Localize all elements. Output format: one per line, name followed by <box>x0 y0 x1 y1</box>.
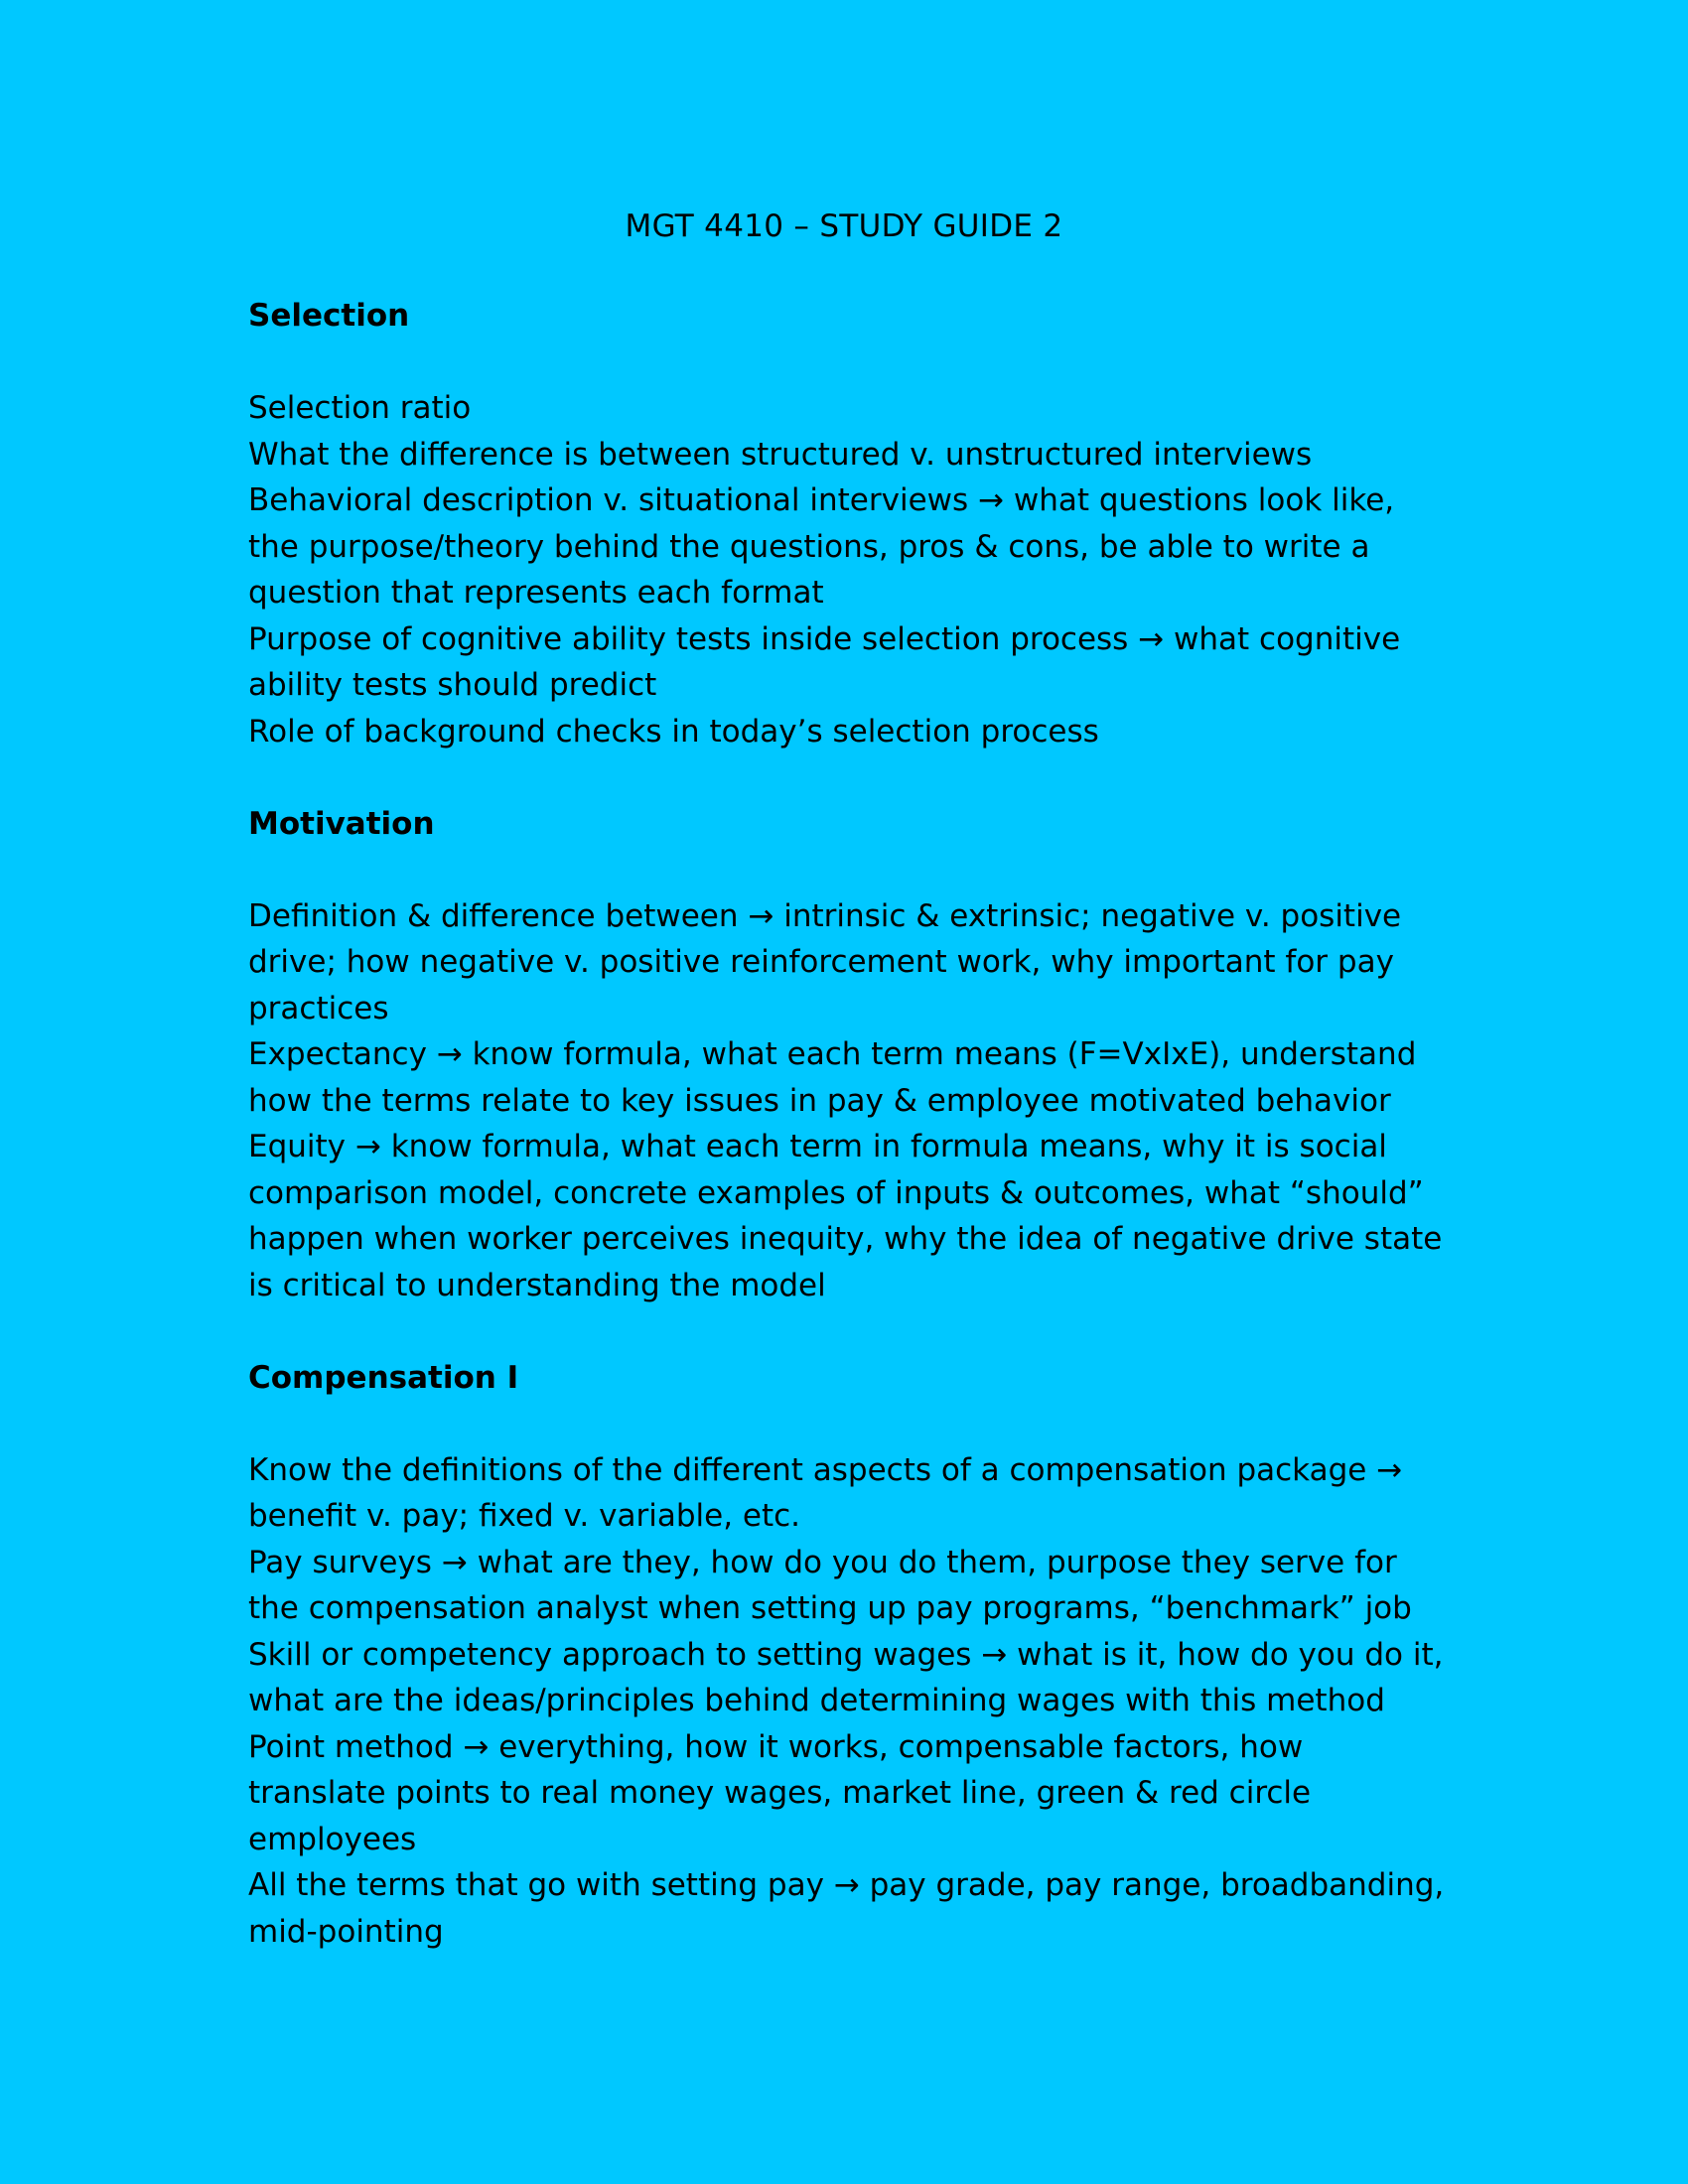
text-line: translate points to real money wages, market line, green & red circle <box>248 1775 1312 1811</box>
text-line: Selection ratio <box>248 390 472 426</box>
text-line: how the terms relate to key issues in pay & employee motivated behavior <box>248 1082 1391 1119</box>
text-line: Definition & difference between → intrinsic & extrinsic; negative v. positive <box>248 897 1402 934</box>
text-line: Point method → everything, how it works, compensable factors, how <box>248 1728 1304 1765</box>
text-line: the purpose/theory behind the questions, pros & cons, be able to write a <box>248 528 1370 565</box>
text-line: is critical to understanding the model <box>248 1267 826 1303</box>
text-line: Know the definitions of the different aspects of a compensation package → <box>248 1451 1403 1488</box>
text-line: benefit v. pay; fixed v. variable, etc. <box>248 1498 801 1534</box>
text-line: practices <box>248 990 389 1026</box>
text-line: All the terms that go with setting pay → pay grade, pay range, broadbanding, <box>248 1867 1445 1903</box>
text-line: Skill or competency approach to setting wages → what is it, how do you do it, <box>248 1636 1444 1673</box>
text-line: comparison model, concrete examples of inputs & outcomes, what “should” <box>248 1174 1424 1211</box>
text-line: what are the ideas/principles behind determining wages with this method <box>248 1683 1385 1718</box>
section-heading: Selection <box>248 298 410 334</box>
text-line: the compensation analyst when setting up pay programs, “benchmark” job <box>248 1590 1412 1626</box>
section <box>248 293 1440 754</box>
text-line: Expectancy → know formula, what each term means (F=VxIxE), understand <box>248 1036 1417 1072</box>
section-lines <box>248 893 1443 1309</box>
text-line: ability tests should predict <box>248 667 657 703</box>
section <box>248 801 1443 1309</box>
document-body <box>248 293 1445 1955</box>
text-line: Behavioral description v. situational interviews → what questions look like, <box>248 482 1395 518</box>
text-line: Equity → know formula, what each term in formula means, why it is social <box>248 1129 1387 1164</box>
text-line: happen when worker perceives inequity, why the idea of negative drive state <box>248 1221 1443 1257</box>
section-lines <box>248 1447 1445 1956</box>
text-line: What the difference is between structured v. unstructured interviews <box>248 436 1313 473</box>
section-heading: Motivation <box>248 805 435 842</box>
section-heading: Compensation I <box>248 1359 519 1396</box>
text-line: Purpose of cognitive ability tests inside selection process → what cognitive <box>248 620 1401 657</box>
text-line: employees <box>248 1821 417 1857</box>
text-line: question that represents each format <box>248 575 824 611</box>
section <box>248 1355 1445 1956</box>
text-line: Role of background checks in today’s selection process <box>248 713 1099 750</box>
document-title: MGT 4410 – STUDY GUIDE 2 <box>625 208 1063 244</box>
text-line: Pay surveys → what are they, how do you do them, purpose they serve for <box>248 1544 1397 1580</box>
section-lines <box>248 385 1440 754</box>
text-line: mid-pointing <box>248 1913 444 1950</box>
text-line: drive; how negative v. positive reinforcement work, why important for pay <box>248 944 1394 980</box>
